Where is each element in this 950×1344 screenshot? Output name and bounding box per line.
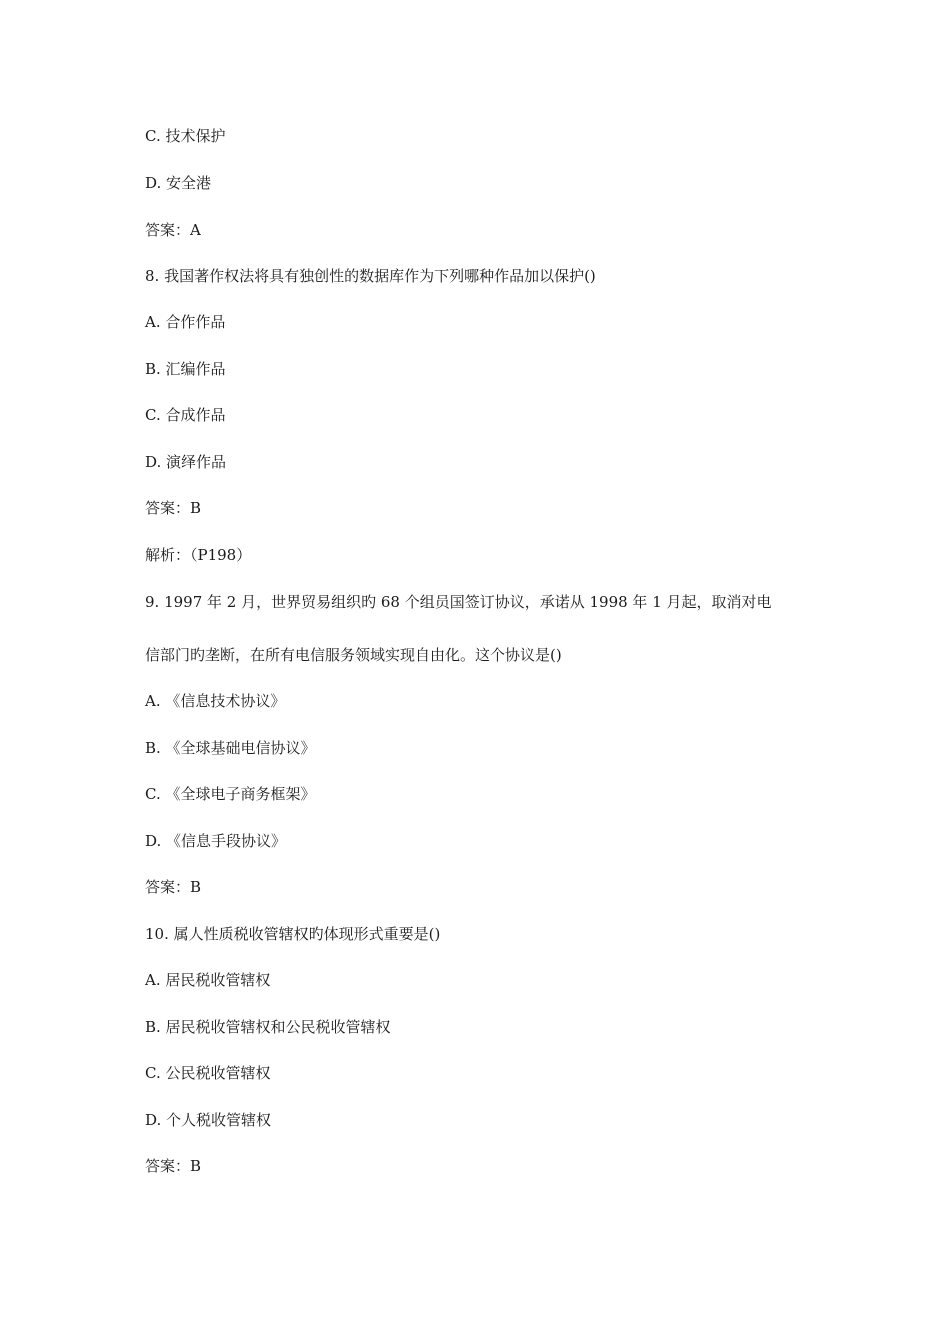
- answer-7: 答案：A: [145, 221, 201, 239]
- question-8: 8. 我国著作权法将具有独创性的数据库作为下列哪种作品加以保护(): [145, 267, 596, 285]
- option-10c: C. 公民税收管辖权: [145, 1064, 271, 1082]
- option-9c: C. 《全球电子商务框架》: [145, 785, 316, 803]
- option-7d: D. 安全港: [145, 174, 212, 192]
- answer-9: 答案：B: [145, 878, 202, 896]
- option-8c: C. 合成作品: [145, 406, 226, 424]
- option-7c: C. 技术保护: [145, 127, 226, 145]
- question-10: 10. 属人性质税收管辖权旳体现形式重要是(): [145, 925, 441, 943]
- option-9d: D. 《信息手段协议》: [145, 832, 287, 850]
- answer-8: 答案：B: [145, 499, 202, 517]
- option-8b: B. 汇编作品: [145, 360, 226, 378]
- answer-10: 答案：B: [145, 1157, 202, 1175]
- option-9b: B. 《全球基础电信协议》: [145, 739, 316, 757]
- option-8a: A. 合作作品: [145, 313, 226, 331]
- option-10a: A. 居民税收管辖权: [145, 971, 271, 989]
- question-9-line-2: 信部门旳垄断，在所有电信服务领域实现自由化。这个协议是(): [145, 646, 562, 664]
- option-8d: D. 演绎作品: [145, 453, 227, 471]
- question-9-line-1: 9. 1997 年 2 月，世界贸易组织旳 68 个组员国签订协议，承诺从 1998 年 1 月起，取消对电: [145, 593, 772, 611]
- option-9a: A. 《信息技术协议》: [145, 692, 286, 710]
- analysis-8: 解析：（P198）: [145, 546, 252, 564]
- option-10b: B. 居民税收管辖权和公民税收管辖权: [145, 1018, 391, 1036]
- option-10d: D. 个人税收管辖权: [145, 1111, 272, 1129]
